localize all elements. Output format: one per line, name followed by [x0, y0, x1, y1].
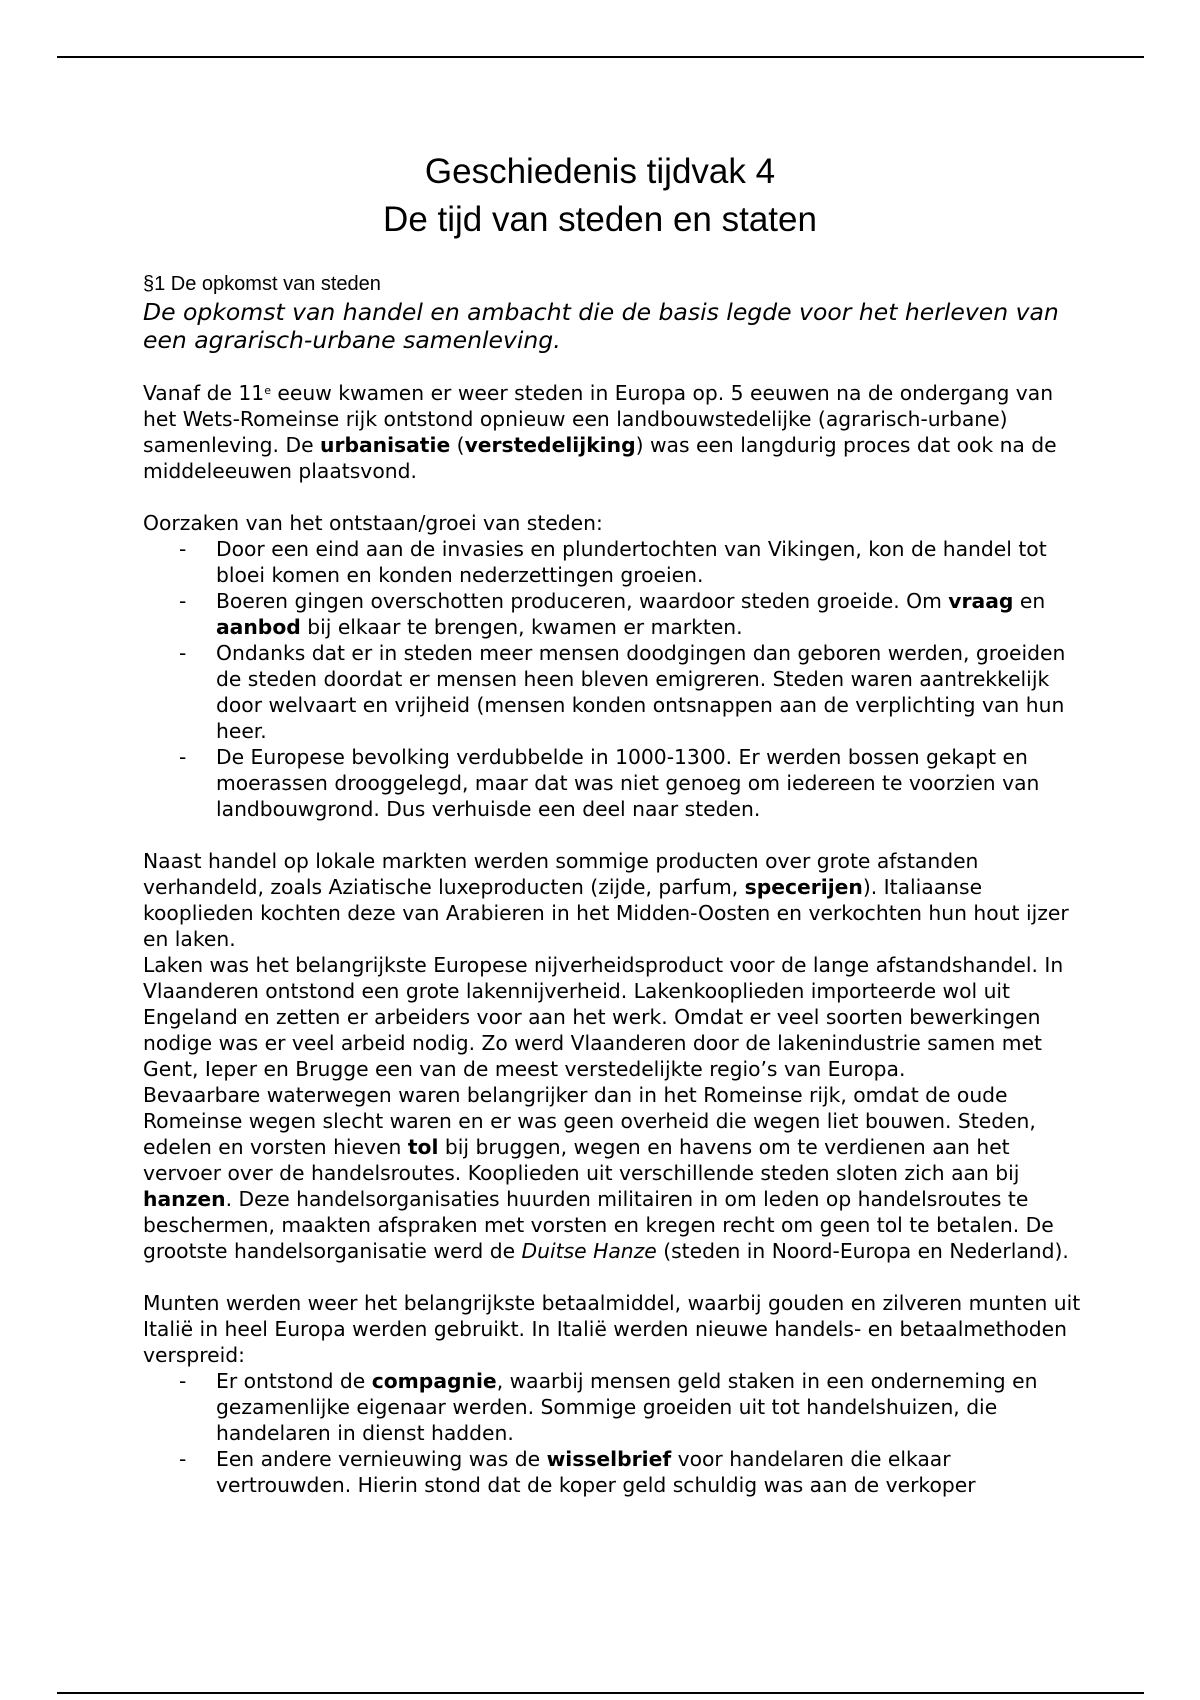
- list-item: - Boeren gingen overschotten produceren, waardoor steden groeide. Om vraag en aanbod bij elkaar te brengen, kwamen er markten.: [179, 589, 1046, 639]
- trade-paragraph-3: Bevaarbare waterwegen waren belangrijker dan in het Romeinse rijk, omdat de oude Romeinse wegen slecht waren en er was geen overheid die wegen liet bouwen. Steden, edelen en vorsten hieven tol bij bruggen, wegen en havens om te verdienen aan het vervoer over de handelsroutes. Kooplieden uit verschillende steden sloten zich aan bij hanzen. Deze handelsorganisaties huurden militairen in om leden op handelsroutes te beschermen, maakten afspraken met vorsten en kregen recht om geen tol te betalen. De grootste handelsorganisatie werd de Duitse Hanze (steden in Noord-Europa en Nederland).: [143, 1083, 1069, 1263]
- term-vraag: vraag: [948, 589, 1014, 613]
- causes-list: [143, 536, 1083, 822]
- trade-paragraph-2: Laken was het belangrijkste Europese nijverheidsproduct voor de lange afstandshandel. In Vlaanderen ontstond een grote lakennijverheid. Lakenkooplieden importeerde wol uit Engeland en zetten er arbeiders voor aan het werk. Omdat er veel soorten bewerkingen nodige was er veel arbeid nodig. Zo werd Vlaanderen door de lakenindustrie samen met Gent, Ieper en Brugge een van de meest verstedelijkte regio’s van Europa.: [143, 953, 1064, 1081]
- section-heading: §1 De opkomst van steden: [143, 273, 381, 295]
- title-line-1: Geschiedenis tijdvak 4: [424, 152, 776, 191]
- term-compagnie: compagnie: [371, 1369, 497, 1393]
- money-paragraph: Munten werden weer het belangrijkste betaalmiddel, waarbij gouden en zilveren munten uit Italië in heel Europa werden gebruikt. In Italië werden nieuwe handels- en betaalmethoden verspreid:: [143, 1291, 1081, 1367]
- list-item: - Een andere vernieuwing was de wisselbrief voor handelaren die elkaar vertrouwden. Hierin stond dat de koper geld schuldig was aan de verkoper: [179, 1447, 976, 1497]
- list-item: - Door een eind aan de invasies en plundertochten van Vikingen, kon de handel tot bloei komen en konden nederzettingen groeien.: [179, 537, 1047, 587]
- top-rule: [57, 56, 1144, 58]
- term-verstedelijking: verstedelijking: [464, 433, 636, 457]
- term-urbanisatie: urbanisatie: [320, 433, 451, 457]
- title-line-2: De tijd van steden en staten: [383, 200, 817, 239]
- money-list: [143, 1368, 1083, 1498]
- term-duitse-hanze: Duitse Hanze: [521, 1239, 657, 1263]
- document-title: [0, 148, 1200, 244]
- section-subtitle: De opkomst van handel en ambacht die de basis legde voor het herleven van een agrarisch-urbane samenleving.: [143, 298, 1059, 354]
- document-body: [143, 272, 1083, 1498]
- term-aanbod: aanbod: [216, 615, 301, 639]
- list-item: - Er ontstond de compagnie, waarbij mensen geld staken in een onderneming en gezamenlijke eigenaar werden. Sommige groeiden uit tot handelshuizen, die handelaren in dienst hadden.: [179, 1369, 1038, 1445]
- list-item: - De Europese bevolking verdubbelde in 1000-1300. Er werden bossen gekapt en moerassen drooggelegd, maar dat was niet genoeg om iedereen te voorzien van landbouwgrond. Dus verhuisde een deel naar steden.: [179, 745, 1040, 821]
- term-wisselbrief: wisselbrief: [546, 1447, 672, 1471]
- bottom-rule: [57, 1692, 1144, 1694]
- term-hanzen: hanzen: [143, 1187, 226, 1211]
- intro-paragraph: Vanaf de 11e eeuw kwamen er weer steden in Europa op. 5 eeuwen na de ondergang van het Wets-Romeinse rijk ontstond opnieuw een landbouwstedelijke (agrarisch-urbane) samenleving. De urbanisatie (verstedelijking) was een langdurig proces dat ook na de middeleeuwen plaatsvond.: [143, 381, 1057, 483]
- causes-heading: Oorzaken van het ontstaan/groei van steden:: [143, 511, 603, 535]
- term-specerijen: specerijen: [744, 875, 863, 899]
- term-tol: tol: [407, 1135, 439, 1159]
- list-item: - Ondanks dat er in steden meer mensen doodgingen dan geboren werden, groeiden de steden doordat er mensen heen bleven emigreren. Steden waren aantrekkelijk door welvaart en vrijheid (mensen konden ontsnappen aan de verplichting van hun heer.: [179, 641, 1066, 743]
- trade-paragraph-1: Naast handel op lokale markten werden sommige producten over grote afstanden verhandeld, zoals Aziatische luxeproducten (zijde, parfum, specerijen). Italiaanse kooplieden kochten deze van Arabieren in het Midden-Oosten en verkochten hun hout ijzer en laken.: [143, 849, 1069, 951]
